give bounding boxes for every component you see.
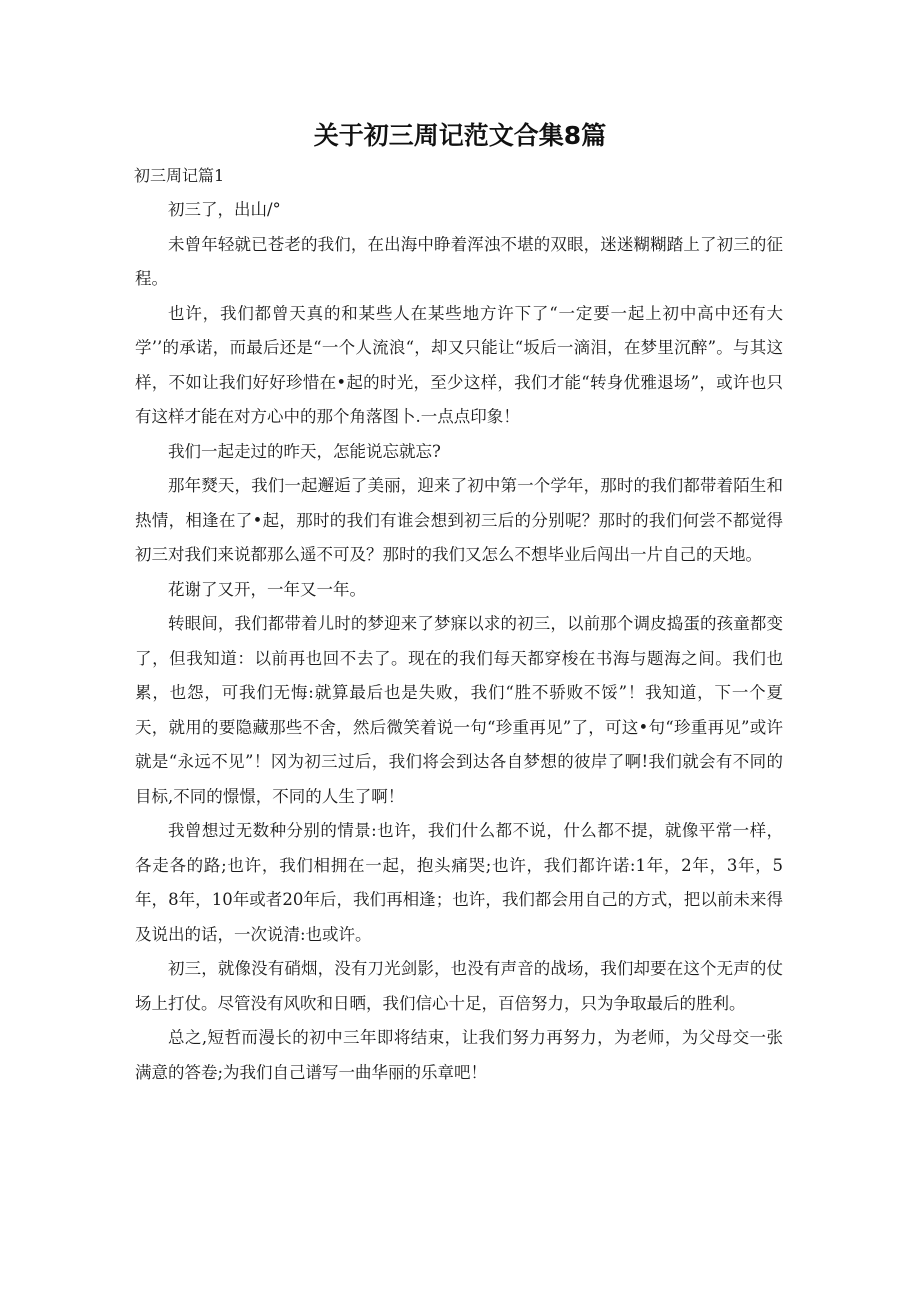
document-title: 关于初三周记范文合集8篇 [313,121,607,150]
paragraph: 也许，我们都曾天真的和某些人在某些地方许下了“一定要一起上初中高中还有大学’’的承诺，而最后还是“一个人流浪“，却又只能让“坂后一滴泪，在梦里沉醉”。与其这样，不如让我们好好珍惜在•起的时光，至少这样，我们才能“转身优雅退场”，或许也只有这样才能在对方心中的那个角落图卜.一点点印象！ [135,303,783,426]
paragraph: 初三了，出山/° [168,200,281,219]
paragraph: 总之,短哲而漫长的初中三年即将结束，让我们努力再努力，为老师，为父母交一张满意的答卷;为我们自己谱写一曲华丽的乐章吧！ [135,1028,783,1082]
paragraph: 初三，就像没有硝烟，没有刀光剑影，也没有声音的战场，我们却要在这个无声的仗场上打仗。尽管没有风吹和日晒，我们信心十足，百倍努力，只为争取最后的胜利。 [135,959,783,1013]
document-body [135,193,783,1090]
paragraph: 转眼间，我们都带着儿时的梦迎来了梦寐以求的初三，以前那个调皮捣蛋的孩童都变了，但我知道：以前再也回不去了。现在的我们每天都穿梭在书海与题海之间。我们也累，也怨，可我们无悔:就算最后也是失败，我们“胜不骄败不馁”！我知道，下一个夏天，就用的要隐藏那些不舍，然后微笑着说一句“珍重再见”了，可这•句“珍重再见”或许就是“永远不见”！冈为初三过后，我们将会到达各自梦想的彼岸了啊!我们就会有不同的目标,不同的憬憬，不同的人生了啊！ [135,614,783,806]
paragraph: 那年燹天，我们一起邂逅了美丽，迎来了初中第一个学年，那时的我们都带着陌生和热情，相逢在了•起，那时的我们有谁会想到初三后的分别呢？那时的我们何尝不都觉得初三对我们来说都那么遥不可及？那时的我们又怎么不想毕业后闯出一片自己的天地。 [135,476,783,564]
paragraph: 未曾年轻就已苍老的我们，在出海中睁着浑浊不堪的双眼，迷迷糊糊踏上了初三的征程。 [135,234,783,288]
paragraph: 我曾想过无数种分别的情景:也许，我们什么都不说，什么都不提，就像平常一样，各走各的路;也许，我们相拥在一起，抱头痛哭;也许，我们都许诺:1年，2年，3年，5年，8年，10年或者20年后，我们再相逢；也许，我们都会用自己的方式，把以前未来得及说出的话，一次说清:也或许。 [135,821,783,944]
paragraph: 我们一起走过的昨天，怎能说忘就忘? [168,441,441,461]
section-heading: 初三周记篇1 [134,166,225,185]
paragraph: 花谢了又开，一年又一年。 [168,579,366,599]
